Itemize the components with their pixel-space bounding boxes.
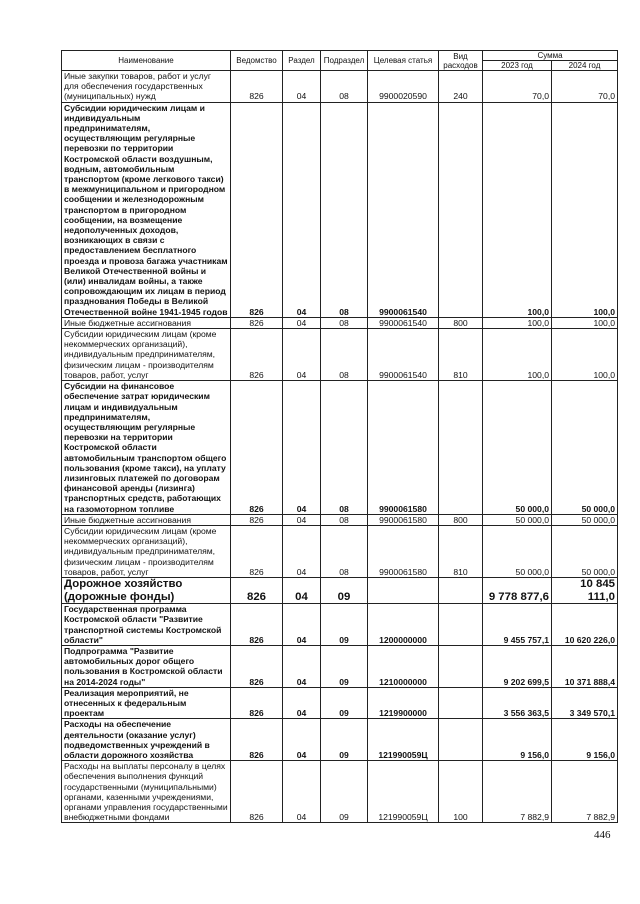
row-sum-2023: 70,0	[483, 71, 552, 103]
table-row	[62, 577, 618, 603]
table-row	[62, 329, 618, 381]
row-expense-type	[439, 102, 483, 317]
row-name: Дорожное хозяйство (дорожные фонды)	[62, 577, 231, 603]
row-subsection: 08	[321, 514, 368, 525]
row-target: 121990059Ц	[368, 761, 439, 823]
row-expense-type: 800	[439, 514, 483, 525]
row-ministry: 826	[231, 514, 283, 525]
row-name: Подпрограмма "Развитие автомобильных дорог общего пользования в Костромской области на 2014-2024 годы"	[62, 645, 231, 687]
row-ministry: 826	[231, 317, 283, 328]
row-expense-type: 800	[439, 317, 483, 328]
row-sum-2023: 100,0	[483, 317, 552, 328]
row-sum-2023: 9 156,0	[483, 719, 552, 761]
row-section: 04	[283, 514, 321, 525]
table-row	[62, 71, 618, 103]
row-section: 04	[283, 761, 321, 823]
row-sum-2023: 3 556 363,5	[483, 687, 552, 719]
row-name: Субсидии на финансовое обеспечение затрат юридическим лицам и индивидуальным предпринимателям, осуществляющим регулярные перевозки на территории Костромской области автомобильным транспортом общего пользования (кроме такси), на уплату лизинговых платежей по договорам финансовой аренды (лизинга) транспортных средств, работающих на газомоторном топливе	[62, 381, 231, 515]
row-subsection: 08	[321, 317, 368, 328]
row-expense-type	[439, 577, 483, 603]
header-ministry: Ведомство	[231, 51, 283, 71]
row-ministry: 826	[231, 687, 283, 719]
table-row	[62, 687, 618, 719]
row-section: 04	[283, 317, 321, 328]
row-sum-2023: 9 202 699,5	[483, 645, 552, 687]
row-subsection: 09	[321, 604, 368, 646]
row-sum-2023: 50 000,0	[483, 514, 552, 525]
row-section: 04	[283, 329, 321, 381]
row-ministry: 826	[231, 577, 283, 603]
row-name: Иные закупки товаров, работ и услуг для обеспечения государственных (муниципальных) нужд	[62, 71, 231, 103]
header-target-article: Целевая статья	[368, 51, 439, 71]
row-target: 1210000000	[368, 645, 439, 687]
header-subsection: Подраздел	[321, 51, 368, 71]
row-name: Субсидии юридическим лицам (кроме некоммерческих организаций), индивидуальным предпринимателям, физическим лицам - производителям товаров, работ, услуг	[62, 525, 231, 577]
table-row	[62, 381, 618, 515]
row-name: Государственная программа Костромской области "Развитие транспортной системы Костромской области"	[62, 604, 231, 646]
row-subsection: 09	[321, 577, 368, 603]
row-sum-2023: 9 455 757,1	[483, 604, 552, 646]
row-section: 04	[283, 604, 321, 646]
page-number: 446	[594, 829, 611, 841]
row-sum-2024: 9 156,0	[552, 719, 618, 761]
header-year-2023: 2023 год	[483, 61, 552, 71]
row-section: 04	[283, 525, 321, 577]
row-sum-2023: 100,0	[483, 329, 552, 381]
table-row	[62, 645, 618, 687]
row-target: 9900061540	[368, 102, 439, 317]
row-subsection: 09	[321, 761, 368, 823]
row-ministry: 826	[231, 71, 283, 103]
row-expense-type	[439, 381, 483, 515]
row-expense-type	[439, 645, 483, 687]
row-ministry: 826	[231, 604, 283, 646]
row-name: Расходы на обеспечение деятельности (оказание услуг) подведомственных учреждений в области дорожного хозяйства	[62, 719, 231, 761]
header-year-2024: 2024 год	[552, 61, 618, 71]
row-target	[368, 577, 439, 603]
row-expense-type: 810	[439, 329, 483, 381]
row-subsection: 09	[321, 645, 368, 687]
row-target: 9900061540	[368, 317, 439, 328]
row-sum-2024: 50 000,0	[552, 525, 618, 577]
row-target: 9900061540	[368, 329, 439, 381]
table-row	[62, 719, 618, 761]
row-sum-2024: 3 349 570,1	[552, 687, 618, 719]
row-name: Субсидии юридическим лицам и индивидуальным предпринимателям, осуществляющим регулярные перевозки по территории Костромской области воздушным, водным, автомобильным транспортом (кроме легкового такси) в межмуниципальном и пригородном сообщении и железнодорожным транспортом в пригородном сообщении, на возмещение недополученных доходов, возникающих в связи с предоставлением бесплатного проезда и провоза багажа участникам Великой Отечественной войны и (или) инвалидам войны, а также сопровождающим их лицам в период празднования Победы в Великой Отечественной войне 1941-1945 годов	[62, 102, 231, 317]
row-section: 04	[283, 102, 321, 317]
row-sum-2024: 100,0	[552, 102, 618, 317]
table-row	[62, 317, 618, 328]
row-section: 04	[283, 687, 321, 719]
row-section: 04	[283, 381, 321, 515]
row-sum-2024: 100,0	[552, 329, 618, 381]
row-sum-2023: 50 000,0	[483, 381, 552, 515]
row-sum-2024: 70,0	[552, 71, 618, 103]
row-name: Расходы на выплаты персоналу в целях обеспечения выполнения функций государственными (муниципальными) органами, казенными учреждениями, органами управления государственными внебюджетными фондами	[62, 761, 231, 823]
table-row	[62, 514, 618, 525]
row-name: Субсидии юридическим лицам (кроме некоммерческих организаций), индивидуальным предпринимателям, физическим лицам - производителям товаров, работ, услуг	[62, 329, 231, 381]
row-sum-2024: 50 000,0	[552, 381, 618, 515]
row-expense-type: 100	[439, 761, 483, 823]
row-name: Иные бюджетные ассигнования	[62, 514, 231, 525]
table-row	[62, 102, 618, 317]
row-target: 9900061580	[368, 381, 439, 515]
row-expense-type	[439, 687, 483, 719]
row-target: 1219900000	[368, 687, 439, 719]
row-ministry: 826	[231, 102, 283, 317]
row-sum-2024: 10 620 226,0	[552, 604, 618, 646]
table-row	[62, 525, 618, 577]
row-name: Реализация мероприятий, не отнесенных к федеральным проектам	[62, 687, 231, 719]
row-sum-2024: 50 000,0	[552, 514, 618, 525]
row-ministry: 826	[231, 525, 283, 577]
row-subsection: 08	[321, 329, 368, 381]
row-section: 04	[283, 71, 321, 103]
row-sum-2024: 7 882,9	[552, 761, 618, 823]
row-expense-type	[439, 604, 483, 646]
header-name: Наименование	[62, 51, 231, 71]
row-sum-2023: 7 882,9	[483, 761, 552, 823]
row-subsection: 09	[321, 687, 368, 719]
row-ministry: 826	[231, 719, 283, 761]
table-row	[62, 761, 618, 823]
budget-table	[61, 50, 618, 823]
row-target: 9900061580	[368, 525, 439, 577]
row-sum-2023: 100,0	[483, 102, 552, 317]
row-subsection: 08	[321, 525, 368, 577]
header-sum: Сумма	[483, 51, 618, 61]
row-target: 9900061580	[368, 514, 439, 525]
row-section: 04	[283, 645, 321, 687]
row-expense-type: 240	[439, 71, 483, 103]
row-subsection: 08	[321, 381, 368, 515]
row-sum-2023: 50 000,0	[483, 525, 552, 577]
row-sum-2024: 10 371 888,4	[552, 645, 618, 687]
row-target: 121990059Ц	[368, 719, 439, 761]
row-section: 04	[283, 719, 321, 761]
row-name: Иные бюджетные ассигнования	[62, 317, 231, 328]
row-ministry: 826	[231, 645, 283, 687]
row-sum-2024: 100,0	[552, 317, 618, 328]
row-ministry: 826	[231, 329, 283, 381]
row-section: 04	[283, 577, 321, 603]
row-ministry: 826	[231, 381, 283, 515]
row-subsection: 08	[321, 102, 368, 317]
row-target: 1200000000	[368, 604, 439, 646]
row-ministry: 826	[231, 761, 283, 823]
row-sum-2024: 10 845 111,0	[552, 577, 618, 603]
header-section: Раздел	[283, 51, 321, 71]
table-row	[62, 604, 618, 646]
row-subsection: 08	[321, 71, 368, 103]
header-expense-type: Вид расходов	[439, 51, 483, 71]
row-target: 9900020590	[368, 71, 439, 103]
row-expense-type	[439, 719, 483, 761]
row-subsection: 09	[321, 719, 368, 761]
row-sum-2023: 9 778 877,6	[483, 577, 552, 603]
row-expense-type: 810	[439, 525, 483, 577]
